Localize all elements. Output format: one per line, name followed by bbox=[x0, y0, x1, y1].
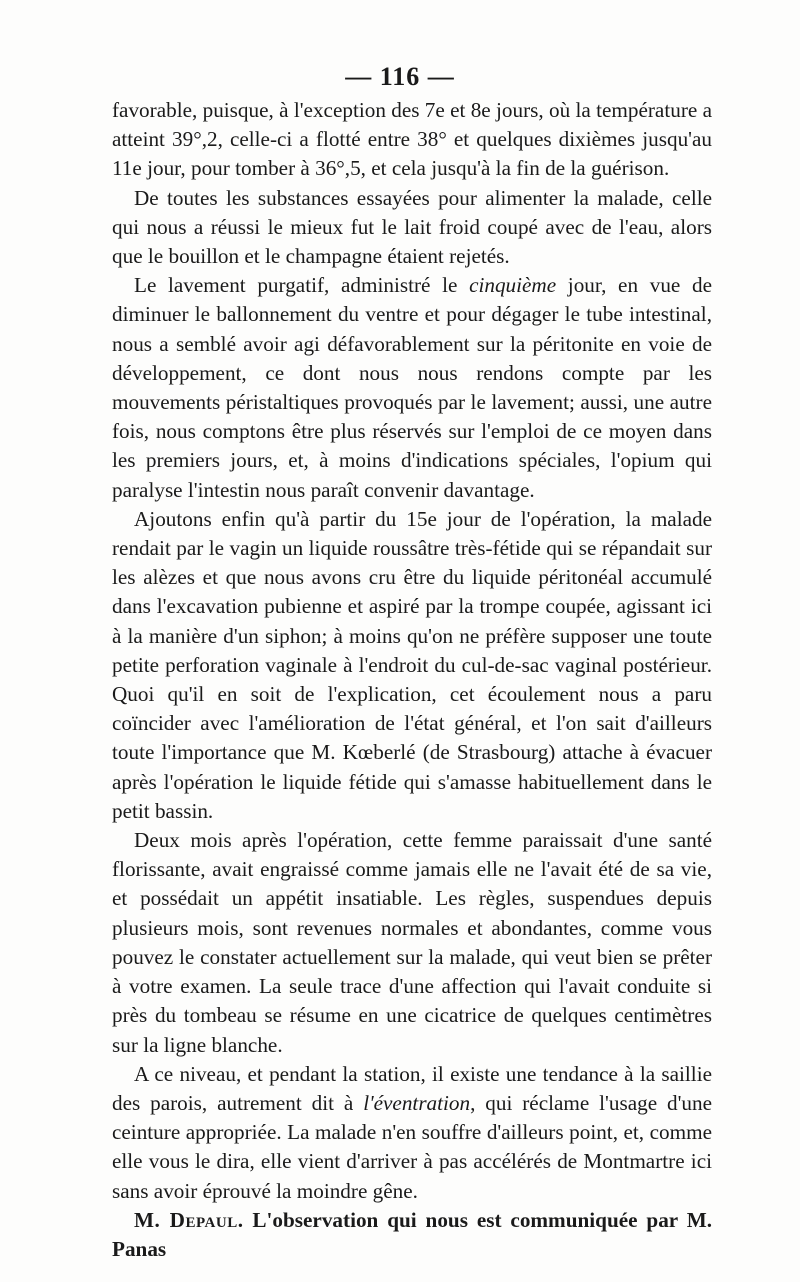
speaker-text: L'observation qui nous est communiquée par M. Panas bbox=[112, 1207, 712, 1261]
paragraph-3-part-2: jour, en vue de diminuer le ballonnement du ventre et pour dégager le tube intestinal, nous a semblé avoir agi défavorablement sur la péritonite en voie de développement, ce dont nous nous rendons compte par les mouvements péristaltiques provoqués par le lavement; aussi, une autre fois, nous comptons être plus réservés sur l'emploi de ce moyen dans les premiers jours, et, à moins d'indications spéciales, l'opium qui paralyse l'intestin nous paraît convenir davantage. bbox=[112, 273, 712, 502]
page-number: — 116 — bbox=[345, 62, 455, 91]
paragraph-6-emphasis: l'éventration bbox=[363, 1090, 471, 1115]
body-text bbox=[112, 96, 712, 1264]
paragraph-6-part-1: A ce niveau, et pendant la station, il existe une tendance à la saillie des parois, autrement dit à bbox=[112, 1061, 712, 1115]
paragraph-1: favorable, puisque, à l'exception des 7e et 8e jours, où la température a atteint 39°,2, celle-ci a flotté entre 38° et quelques dixièmes jusqu'au 11e jour, pour tomber à 36°,5, et cela jusqu'à la fin de la guérison. bbox=[112, 98, 712, 181]
speaker-paragraph bbox=[112, 1206, 712, 1264]
paragraph-5: Deux mois après l'opération, cette femme paraissait d'une santé florissante, avait engraissé comme jamais elle ne l'avait été de sa vie, et possédait un appétit insatiable. Les règles, suspendues depuis plusieurs mois, sont revenues normales et abondantes, comme vous pouvez le constater actuellement sur la malade, qui veut bien se prêter à votre examen. La seule trace d'une affection qui l'avait conduite si près du tombeau se résume en une cicatrice de quelques centimètres sur la ligne blanche. bbox=[112, 828, 712, 1057]
paragraph-3-part-1: Le lavement purgatif, administré le bbox=[134, 273, 470, 298]
speaker-name: M. Depaul. bbox=[134, 1207, 244, 1232]
paragraph-3-emphasis: cinquième bbox=[469, 273, 557, 298]
paragraph-6 bbox=[112, 1060, 712, 1206]
paragraph-2: De toutes les substances essayées pour alimenter la malade, celle qui nous a réussi le mieux fut le lait froid coupé avec de l'eau, alors que le bouillon et le champagne étaient rejetés. bbox=[112, 185, 712, 269]
paragraph-6-part-2: , qui réclame l'usage d'une ceinture appropriée. La malade n'en souffre d'ailleurs point, et, comme elle vous le dira, elle vient d'arriver à pas accélérés de Montmartre ici sans avoir éprouvé la moindre gêne. bbox=[112, 1090, 712, 1203]
paragraph-3 bbox=[112, 271, 712, 505]
paragraph-4: Ajoutons enfin qu'à partir du 15e jour de l'opération, la malade rendait par le vagin un liquide roussâtre très-fétide qui se répandait sur les alèzes et que nous avons cru être du liquide péritonéal accumulé dans l'excavation pubienne et aspiré par la trompe coupée, agissant ici à la manière d'un siphon; à moins qu'on ne préfère supposer une toute petite perforation vaginale à l'endroit du cul-de-sac vaginal postérieur. Quoi qu'il en soit de l'explication, cet écoulement nous a paru coïncider avec l'amélioration de l'état général, et l'on sait d'ailleurs toute l'importance que M. Kœberlé (de Strasbourg) attache à évacuer après l'opération le liquide fétide qui s'amasse habituellement dans le petit bassin. bbox=[112, 506, 712, 823]
